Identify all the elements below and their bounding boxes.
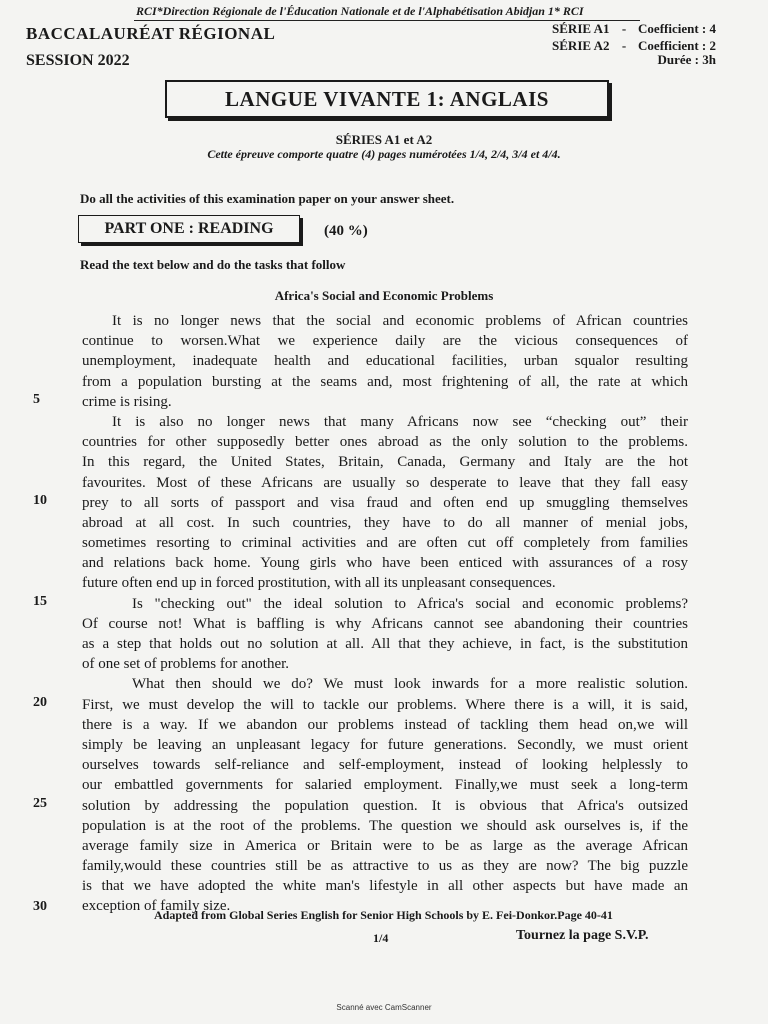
line-number: 20 [33,695,47,710]
passage-line: simply be leaving an unpleasant legacy for future generations. Secondly, we must orient [82,736,688,753]
exam-name: BACCALAURÉAT RÉGIONAL [26,24,276,43]
passage-line: favourites. Most of these Africans are usually so desperate to leave that they fall easy [82,474,688,491]
passage-line: is that we have adopted the white man's lifestyle in all other aspects but have made an [82,878,688,895]
session-label: SESSION 2022 [26,52,130,69]
passage-line: family,would these countries still be as attractive to us as they are now? The big puzzle [82,858,688,875]
passage-line: continue to worsen.What we experience daily are the vicious consequences of [82,333,688,350]
line-number: 5 [33,392,40,407]
passage-line: population is at the root of the problems. The question we should ask ourselves is, if the [82,817,688,834]
page-number: 1/4 [373,931,389,945]
general-instruction: Do all the activities of this examination paper on your answer sheet. [80,191,455,206]
passage-line: crime is rising. [82,393,172,410]
reading-passage [82,311,688,917]
passage-line: from a population bursting at the seams and, most frightening of all, the rate at which [82,373,688,390]
passage-line: Of course not! What is baffling is why Africans cannot see abandoning their countries [82,615,688,632]
passage-line: there is a way. If we abandon our problems instead of tackling them head on,we will [82,716,688,733]
passage-line: In this regard, the United States, Britain, Canada, Germany and Italy are the hot [82,454,688,471]
serie-label: SÉRIE A1 [552,21,610,36]
source-citation: Adapted from Global Series English for Senior High Schools by E. Fei-Donkor.Page 40-41 [154,908,613,922]
passage-line: of one set of problems for another. [82,656,290,673]
subject-title: LANGUE VIVANTE 1: ANGLAIS [225,86,549,111]
passage-line: countries for other supposedly better ones abroad as the only solution to the problems. [82,434,688,451]
part-percentage: (40 %) [324,223,368,239]
line-number: 25 [33,796,47,811]
passage-line: exception of family size. [82,898,231,915]
duration: Durée : 3h [657,52,716,67]
scanner-watermark: Scanné avec CamScanner [336,1003,432,1012]
subject-title-box [165,80,609,118]
dash: - [621,21,627,36]
passage-line: prey to all sorts of passport and visa fraud and often end up smuggling themselves [82,494,688,511]
passage-line: First, we must develop the will to tackle our problems. Where there is a will, it is said, [82,696,688,713]
pages-note: Cette épreuve comporte quatre (4) pages numérotées 1/4, 2/4, 3/4 et 4/4. [207,147,561,161]
passage-line: abroad at all cost. In such countries, they have to do all manner of menial jobs, [82,514,688,531]
part-heading: PART ONE : READING [104,220,274,237]
line-number: 10 [33,493,47,508]
passage-line: average family size in America or Britain were to be as large as the average African [82,837,688,854]
passage-line: future often end up in forced prostitution, with all its unpleasant consequences. [82,575,556,592]
passage-line: unemployment, inadequate health and educational facilities, urban squalor resulting [82,353,688,370]
passage-line: as a step that holds out no solution at all. All that they achieve, in fact, is the substitution [82,636,688,652]
passage-line: What then should we do? We must look inwards for a more realistic solution. [132,676,688,693]
series-line: SÉRIES A1 et A2 [335,132,433,147]
coefficient-value: Coefficient : 2 [638,38,716,53]
coefficient-value: Coefficient : 4 [638,21,716,36]
header-top-line: RCI*Direction Régionale de l'Éducation Nationale et de l'Alphabétisation Abidjan 1* RCI [136,4,584,18]
coefficient-row-a1 [552,20,716,37]
turn-page-note: Tournez la page S.V.P. [516,928,649,943]
coefficient-block [552,20,716,54]
text-title: Africa's Social and Economic Problems [274,288,494,303]
passage-line: ourselves towards self-reliance and self-employment, instead of looking helplessly to [82,757,688,774]
part-heading-box [78,215,300,243]
dash: - [621,38,627,53]
passage-line: solution by addressing the population question. It is obvious that Africa's outsized [82,797,688,814]
line-number: 30 [33,899,47,914]
read-instruction: Read the text below and do the tasks that follow [80,257,346,272]
line-number: 15 [33,594,47,609]
passage-line: and relations back home. Young girls who have been enticed with assurances of a rosy [82,555,688,572]
passage-line: our embattled governments for salaried employment. Finally,we must seek a long-term [82,777,688,794]
serie-label: SÉRIE A2 [552,38,610,53]
passage-line: It is also no longer news that many Africans now see “checking out” their [112,413,688,430]
passage-line: It is no longer news that the social and economic problems of African countries [112,313,688,329]
passage-line: Is "checking out" the ideal solution to Africa's social and economic problems? [132,595,688,612]
passage-line: sometimes resorting to criminal activities and are often cut off completely from families [82,535,688,552]
